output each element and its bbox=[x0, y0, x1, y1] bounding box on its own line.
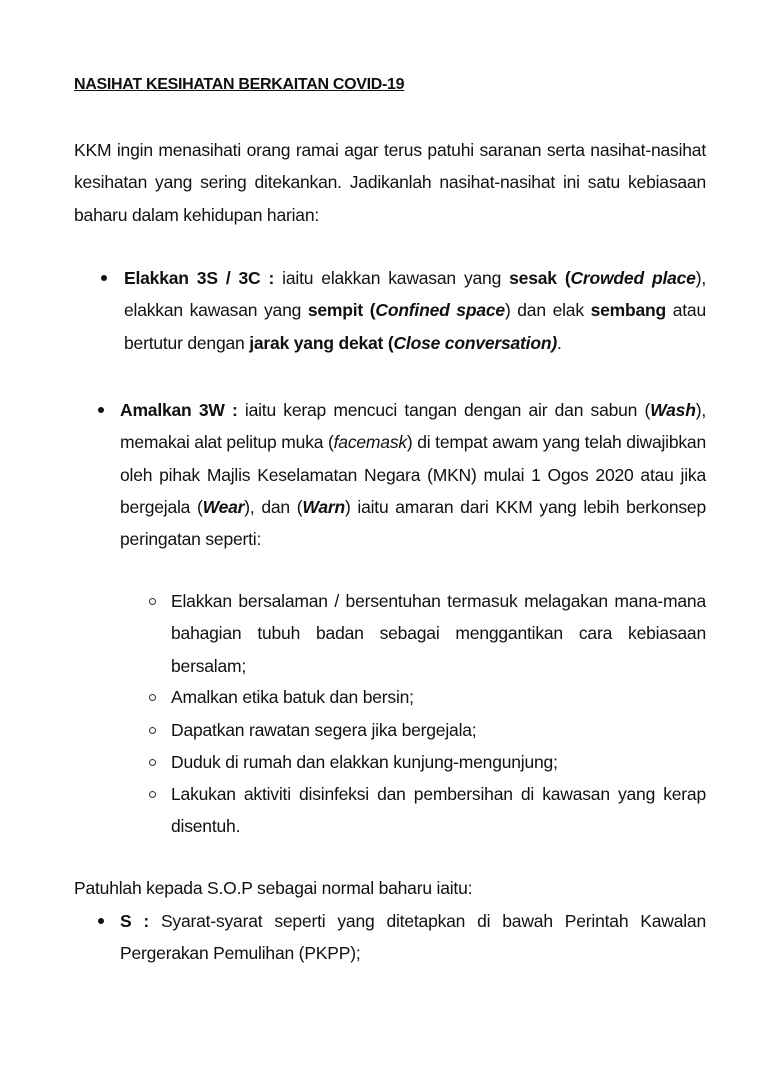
text: iaitu kerap mencuci tangan dengan air dan sabun ( bbox=[237, 400, 651, 420]
bullet-label: S : bbox=[120, 911, 150, 931]
circle-bullet-icon bbox=[149, 598, 156, 605]
italic-text: facemask bbox=[333, 432, 407, 453]
circle-bullet-icon bbox=[149, 791, 156, 798]
sub-bullet-item: Dapatkan rawatan segera jika bergejala; bbox=[171, 720, 477, 740]
text: ), dan ( bbox=[244, 496, 303, 517]
bold-text: sembang bbox=[590, 300, 667, 321]
text: Syarat-syarat seperti yang ditetapkan di bawah Perintah Kawalan Pergerakan Pemulihan (PKPP); bbox=[120, 911, 707, 964]
intro-paragraph: KKM ingin menasihati orang ramai agar terus patuhi saranan serta nasihat-nasihat kesihatan yang sering ditekankan. Jadikanlah nasihat-nasihat ini satu kebiasaan baharu dalam kehidupan harian: bbox=[74, 140, 706, 225]
sop-intro: Patuhlah kepada S.O.P sebagai normal baharu iaitu: bbox=[74, 878, 473, 898]
document-title: NASIHAT KESIHATAN BERKAITAN COVID-19 bbox=[74, 76, 405, 93]
bullet-3w bbox=[120, 394, 706, 555]
italic-text: Wear bbox=[202, 496, 245, 517]
text: iaitu elakkan kawasan yang bbox=[274, 268, 510, 288]
italic-text: Confined space bbox=[375, 300, 505, 321]
text: ) dan elak bbox=[504, 300, 591, 321]
sub-bullet-item: Duduk di rumah dan elakkan kunjung-mengunjung; bbox=[171, 752, 558, 772]
italic-text: Wash bbox=[650, 400, 696, 420]
circle-bullet-icon bbox=[149, 694, 156, 701]
circle-bullet-icon bbox=[149, 727, 156, 734]
bullet-3s-3c bbox=[124, 262, 706, 359]
text: ) di tempat awam yang telah diwajibkan oleh pihak Majlis Keselamatan Negara (MKN) mulai 1 Ogos 2020 atau jika bergejala ( bbox=[120, 432, 706, 517]
bullet-icon bbox=[98, 407, 104, 413]
bullet-label: Elakkan 3S / 3C : bbox=[124, 268, 275, 288]
circle-bullet-icon bbox=[149, 759, 156, 766]
bold-text: jarak yang dekat ( bbox=[249, 332, 394, 353]
bold-text: sempit ( bbox=[307, 300, 376, 321]
text: . bbox=[556, 332, 562, 353]
sub-bullet-item: Elakkan bersalaman / bersentuhan termasuk melagakan mana-mana bahagian tubuh badan sebagai menggantikan cara kebiasaan bersalam; bbox=[171, 591, 706, 676]
bullet-icon bbox=[98, 918, 104, 924]
bold-text: sesak ( bbox=[509, 268, 571, 288]
bullet-label: Amalkan 3W : bbox=[120, 400, 238, 420]
italic-text: Warn bbox=[302, 496, 345, 517]
sub-bullet-item: Amalkan etika batuk dan bersin; bbox=[171, 687, 414, 707]
italic-text: Crowded place bbox=[570, 268, 696, 288]
sop-bullet-s bbox=[120, 905, 706, 970]
bullet-icon bbox=[101, 275, 107, 281]
italic-text: Close conversation) bbox=[393, 332, 557, 353]
text: ) iaitu amaran dari KKM yang lebih berkonsep peringatan seperti: bbox=[120, 496, 706, 550]
text: ), memakai alat pelitup muka ( bbox=[120, 400, 706, 453]
text: atau bertutur dengan bbox=[124, 300, 706, 353]
text: ), elakkan kawasan yang bbox=[124, 268, 707, 321]
sub-bullet-item: Lakukan aktiviti disinfeksi dan pembersihan di kawasan yang kerap disentuh. bbox=[171, 784, 706, 837]
